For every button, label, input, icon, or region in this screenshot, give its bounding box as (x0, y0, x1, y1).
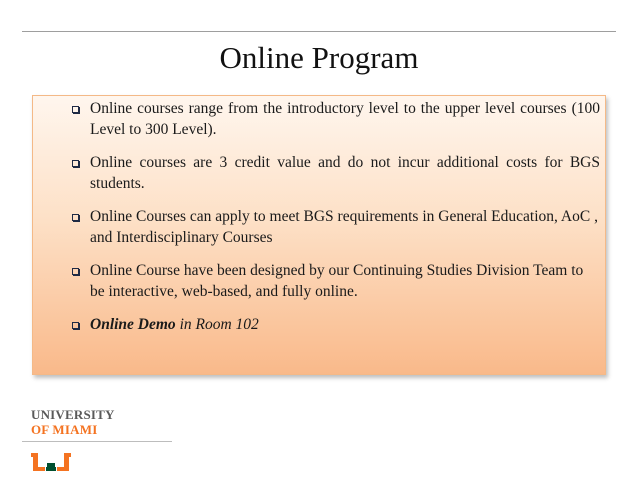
bullet-text: Online courses are 3 credit value and do not incur additional costs for BGS students. (90, 154, 600, 192)
hollow-square-bullet-icon (72, 322, 79, 329)
bullet-text: Online courses range from the introductory level to the upper level courses (100 Level to 300 Level). (90, 100, 600, 138)
bullet-item-demo (32, 314, 606, 335)
hollow-square-bullet-icon (72, 106, 79, 113)
hollow-square-bullet-icon (72, 214, 79, 221)
slide-title: Online Program (219, 40, 419, 75)
university-logo (31, 407, 141, 477)
bullet-text: Online Courses can apply to meet BGS requirements in General Education, AoC , and Interdisciplinary Courses (90, 208, 598, 246)
bullet-item (32, 98, 606, 140)
online-demo-emphasis: Online Demo (90, 316, 176, 333)
bullet-item (32, 206, 606, 248)
online-demo-location: in Room 102 (175, 316, 259, 333)
u-logo-icon (31, 451, 71, 475)
bullet-text: Online Course have been designed by our Continuing Studies Division Team to be interactive, web-based, and fully online. (90, 262, 584, 300)
logo-text-of-miami: OF MIAMI (31, 422, 98, 437)
logo-text-university: UNIVERSITY (31, 407, 115, 422)
hollow-square-bullet-icon (72, 268, 79, 275)
bullet-list (32, 98, 606, 347)
top-divider (22, 31, 616, 32)
bullet-item (32, 152, 606, 194)
bullet-item (32, 260, 606, 302)
hollow-square-bullet-icon (72, 160, 79, 167)
